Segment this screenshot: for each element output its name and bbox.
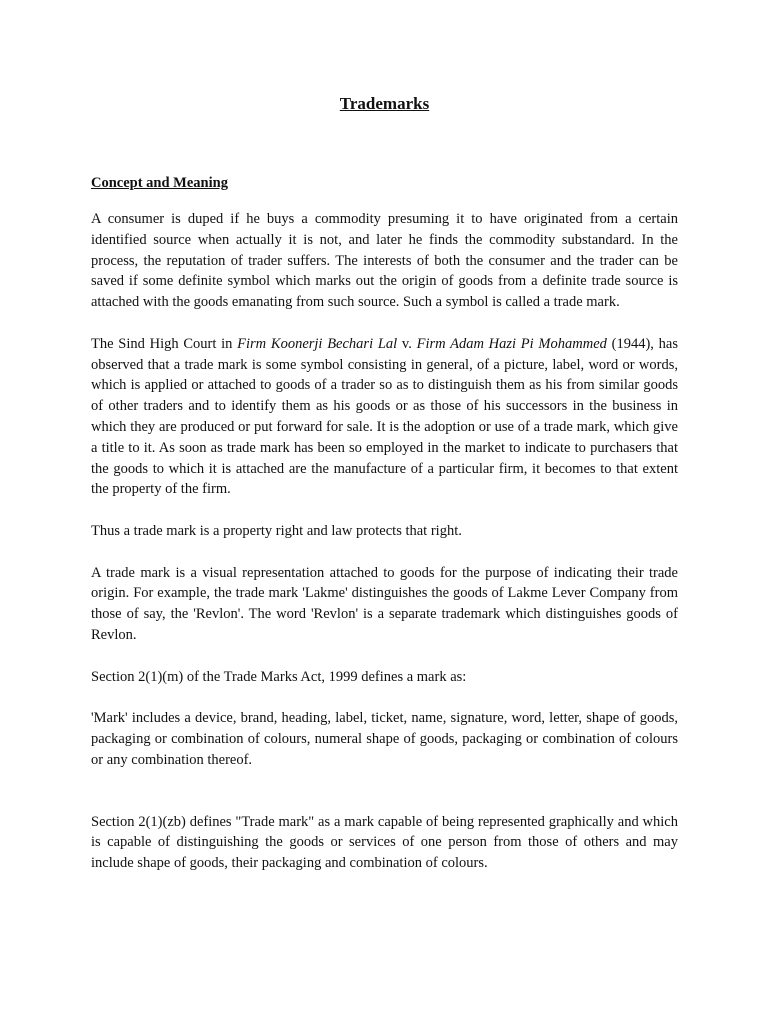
case-name-second-party: Firm Adam Hazi Pi Mohammed (416, 335, 607, 352)
paragraph-section-2-1-m: Section 2(1)(m) of the Trade Marks Act, 1999 defines a mark as: (91, 668, 467, 685)
document-page (91, 92, 678, 874)
paragraph-text: (1944), has observed that a trade mark is some symbol consisting in general, of a picture, label, word or words, which is applied or attached to goods of a trader so as to distinguish them as his from similar goods of other traders and to identify them as his goods or as those of his successors in the business in which they are produced or put forward for sale. It is the adoption or use of a trade mark, which give a title to it. As soon as trade mark has been so employed in the market to indicate to purchasers that the goods to which it is attached are the manufacture of a particular firm, it becomes to that extent the property of the firm. (91, 335, 678, 498)
paragraph-consumer-duped: A consumer is duped if he buys a commodity presuming it to have originated from a certain identified source when actually it is not, and later he finds the commodity substandard. In the process, the reputation of trader suffers. The interests of both the consumer and the trader can be saved if some definite symbol which marks out the origin of goods from a definite trade source is attached with the goods emanating from such source. Such a symbol is called a trade mark. (91, 211, 678, 311)
paragraph-section-2-1-zb: Section 2(1)(zb) defines "Trade mark" as a mark capable of being represented graphically and which is capable of distinguishing the goods or services of one person from those of others and may include shape of goods, their packaging and combination of colours. (91, 813, 678, 872)
paragraph-property-right: Thus a trade mark is a property right and law protects that right. (91, 522, 462, 539)
paragraph-text: The Sind High Court in (91, 335, 238, 352)
paragraph-sind-high-court (91, 334, 678, 500)
paragraph-visual-representation: A trade mark is a visual representation attached to goods for the purpose of indicating their trade origin. For example, the trade mark 'Lakme' distinguishes the goods of Lakme Lever Company from those of say, the 'Revlon'. The word 'Revlon' is a separate trademark which distinguishes goods of Revlon. (91, 564, 678, 643)
section-heading: Concept and Meaning (91, 175, 228, 191)
paragraph-mark-definition: 'Mark' includes a device, brand, heading, label, ticket, name, signature, word, letter, shape of goods, packaging or combination of colours, numeral shape of goods, packaging or combination of colours or any combination thereof. (91, 710, 678, 768)
case-name-first-party: Firm Koonerji Bechari Lal (237, 335, 398, 352)
document-title: Trademarks (339, 94, 430, 113)
paragraph-text: v. (397, 335, 417, 352)
